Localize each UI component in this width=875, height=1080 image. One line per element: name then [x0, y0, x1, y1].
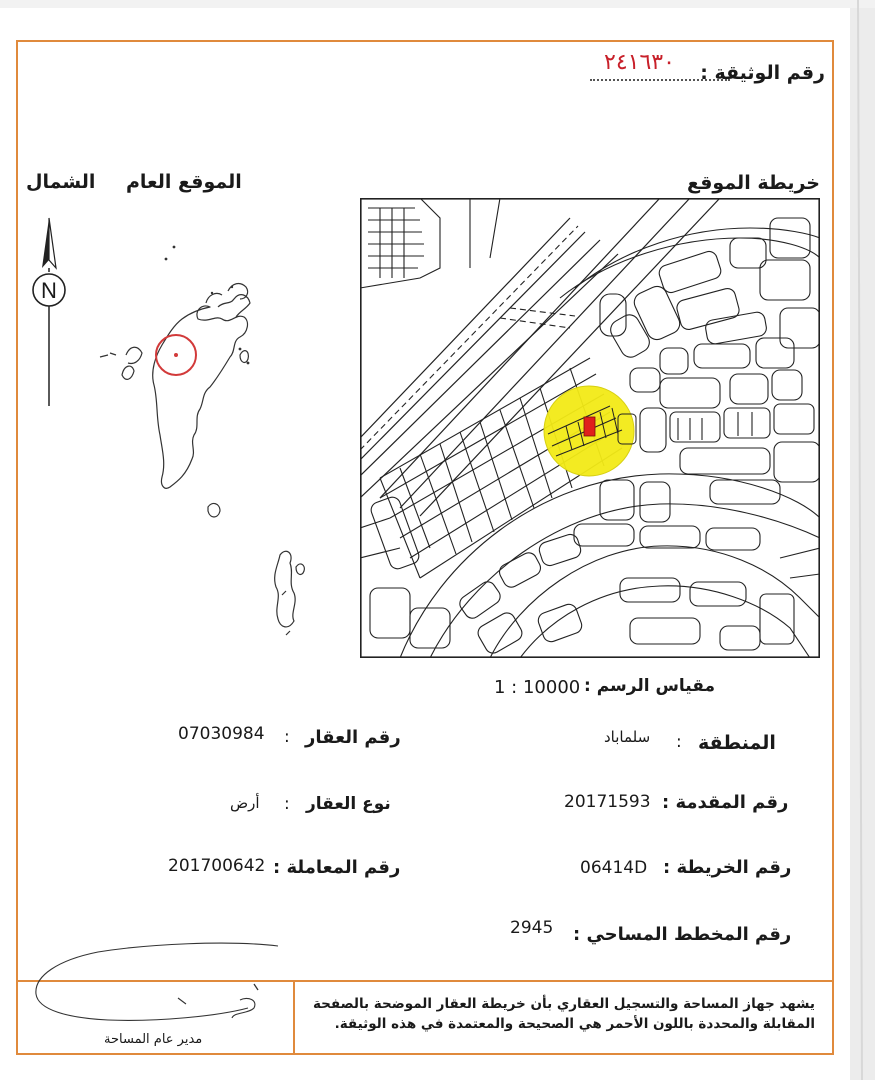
property-number-value: 07030984 — [178, 724, 265, 744]
parcel-highlight — [584, 417, 595, 436]
intro-number-label: رقم المقدمة : — [662, 792, 789, 813]
general-location-title: الموقع العام — [126, 171, 242, 193]
doc-number-handwritten: ٢٤١٦٣٠ — [604, 50, 675, 75]
region-label: المنطقة — [698, 732, 776, 754]
north-arrow-icon — [22, 210, 76, 410]
property-number-label: رقم العقار — [305, 727, 401, 748]
site-map-title: خريطة الموقع — [686, 172, 820, 194]
region-value: سلماباد — [604, 728, 651, 746]
map-number-value: 06414D — [580, 858, 648, 878]
signatory-title: مدير عام المساحة — [104, 1032, 203, 1047]
scale-label: مقياس الرسم : — [584, 676, 716, 696]
scale-value: 1 : 10000 — [494, 677, 581, 698]
north-letter: N — [41, 278, 57, 303]
map-number-label: رقم الخريطة : — [663, 857, 792, 878]
property-type-colon: : — [284, 794, 290, 814]
doc-number-dots — [590, 79, 730, 81]
site-location-map — [360, 198, 820, 658]
transaction-number-value: 201700642 — [168, 856, 266, 876]
certification-text: يشهد جهاز المساحة والتسجيل العقاري بأن خريطة العقار الموضحة بالصفحة المقابلة والمحددة باللون الأحمر هي الصحيحة والمعتمدة في هذه الوثيقة. — [312, 996, 815, 1032]
intro-number-value: 20171593 — [564, 792, 651, 812]
north-title: الشمال — [26, 171, 96, 193]
survey-plan-label: رقم المخطط المساحي : — [573, 924, 792, 945]
property-number-colon: : — [284, 727, 290, 747]
region-colon: : — [676, 732, 682, 752]
certification-divider — [293, 980, 295, 1053]
transaction-number-label: رقم المعاملة : — [273, 857, 401, 878]
general-location-map — [90, 195, 350, 655]
property-type-label: نوع العقار — [306, 794, 391, 814]
survey-plan-value: 2945 — [510, 918, 554, 938]
property-type-value: أرض — [230, 794, 260, 812]
doc-number-label: رقم الوثيقة : — [700, 62, 825, 84]
